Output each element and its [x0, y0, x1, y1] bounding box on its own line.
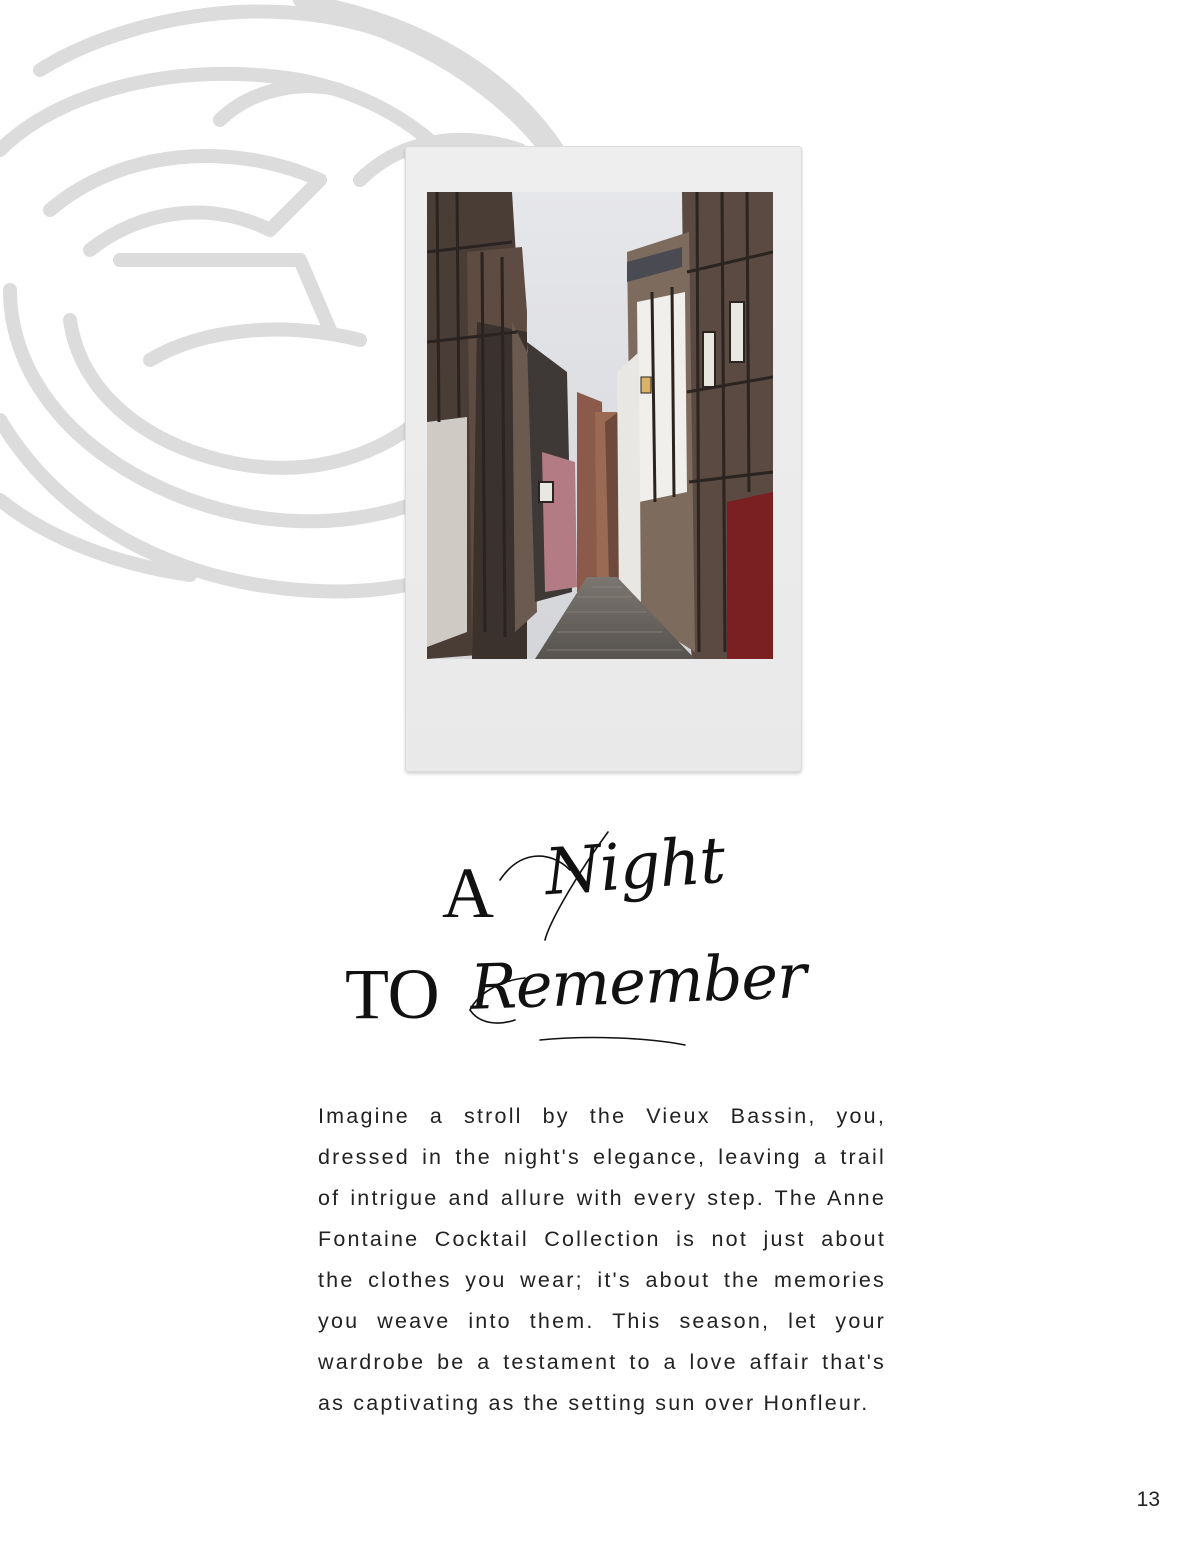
headline-word-to: TO — [345, 954, 440, 1034]
page-number: 13 — [1136, 1488, 1160, 1511]
headline-word-a: A — [442, 853, 495, 933]
headline-word-remember: Remember — [468, 939, 807, 1024]
instant-photo-frame — [405, 146, 802, 772]
street-photo — [427, 192, 773, 659]
street-photo-icon — [427, 192, 773, 659]
headline — [330, 810, 850, 1060]
body-paragraph: Imagine a stroll by the Vieux Bassin, you, dressed in the night's elegance, leaving a trail of intrigue and allure with every step. The Anne Fontaine Cocktail Collection is not just about the clothes you wear; it's about the memories you weave into them. This season, let your wardrobe be a testament to a love affair that's as captivating as the setting sun over Honfleur. — [318, 1104, 886, 1415]
headline-word-night: Night — [542, 823, 727, 911]
